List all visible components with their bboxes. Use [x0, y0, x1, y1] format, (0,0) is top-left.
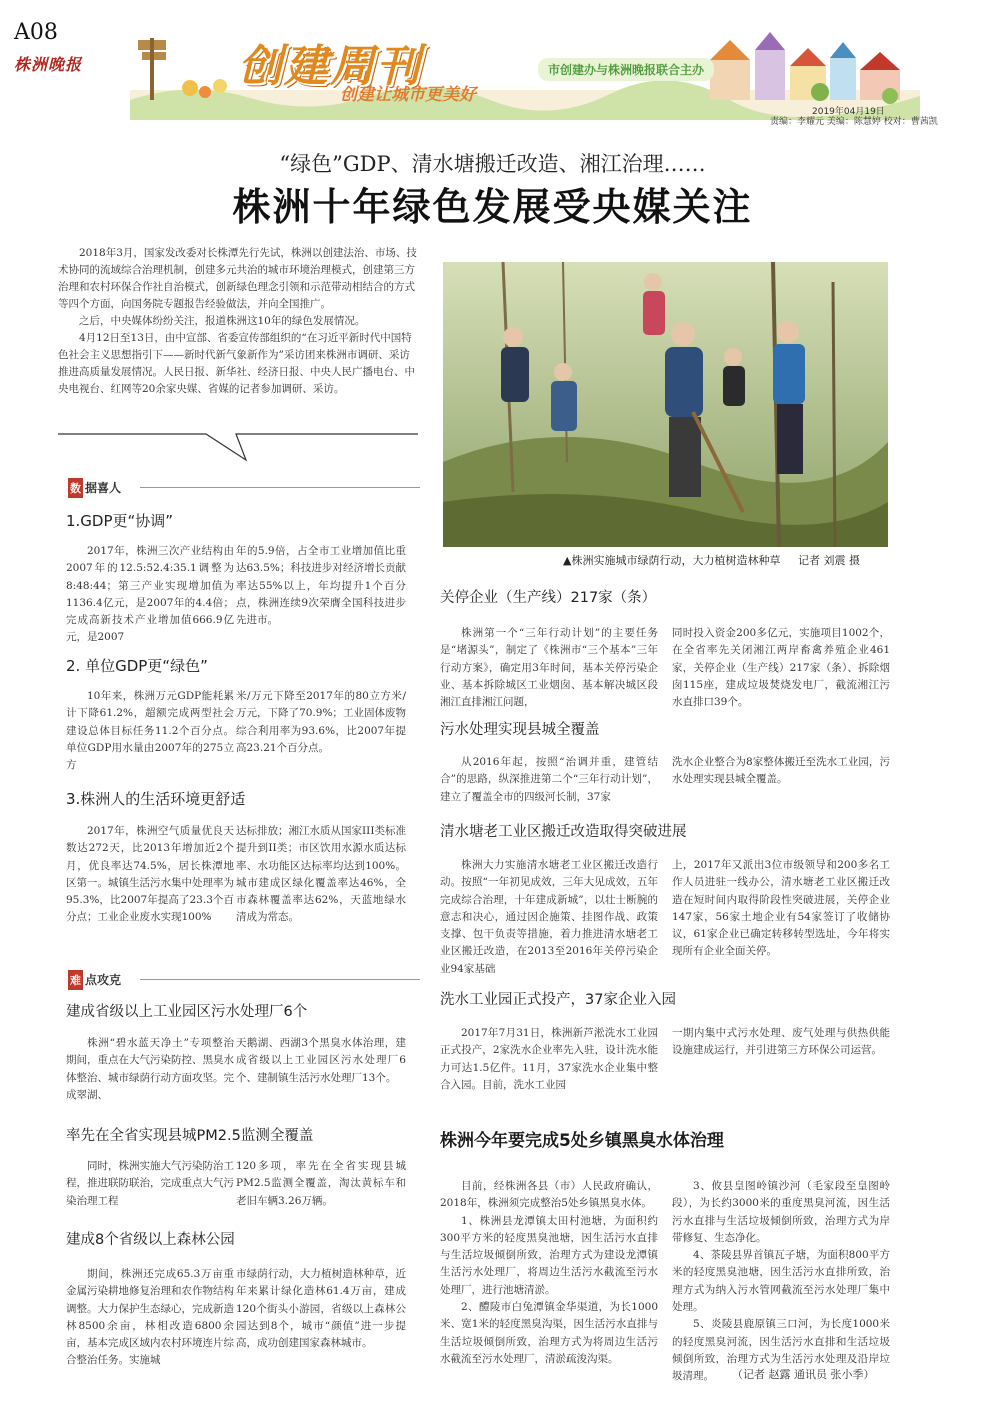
sewage-plants-heading: 建成省级以上工业园区污水处理厂6个	[66, 1004, 308, 1020]
black-water-paragraph: 3、攸县皇图岭镇沙河（毛家段至皇图岭段），为长约3000米的重度黑臭河流，因生活污水直排与生活垃圾倾倒所致，治理方式为岸带修复、生态净化。	[672, 1180, 890, 1244]
forest-parks-col2: 市绿荫行动，大力植树造林种草，近年来累计绿化造林61.4万亩，建成120个街头小游园，省级以上森林公园达到8个，城市“颜值”进一步提高，成功创建国家森林城市。	[236, 1268, 406, 1350]
forest-parks-heading: 建成8个省级以上森林公园	[66, 1232, 235, 1248]
qingshuitang-heading: 清水塘老工业区搬迁改造取得突破进展	[440, 824, 687, 840]
issue-date: 2019年04月19日	[812, 107, 885, 117]
county-sewage-heading: 污水处理实现县城全覆盖	[440, 722, 600, 738]
wash-park-col1: 2017年7月31日，株洲新芦淞洗水工业园正式投产，2家洗水企业率先入驻，设计洗水能力可达1.5亿件。11月，37家洗水企业集中整合入园。目前，洗水工业园	[440, 1027, 658, 1091]
banner-subtitle: 创建让城市更美好	[340, 85, 476, 105]
pm25-col1: 同时，株洲实施大气污染防治工程，推进联防联治，完成重点大气污染治理工程	[66, 1160, 234, 1207]
photo-credit: 记者 刘震 摄	[797, 554, 860, 567]
county-sewage-col2: 洗水企业整合为8家整体搬迁至洗水工业园，污水处理实现县城全覆盖。	[672, 756, 890, 786]
editors-line: 责编：李耀元 美编：陈慧婷 校对：曹茜凯	[770, 117, 938, 127]
newspaper-logo: 株洲晚报	[14, 55, 83, 74]
section-tag-text: 点攻克	[85, 973, 122, 987]
qingshuitang-col2: 上，2017年又派出3位市级领导和200多名工作人员进驻一线办公，清水塘老工业区搬迁改造在短时间内取得阶段性突破进展，关停企业147家，56家土地企业有54家签订了收储协议，61家企业已确定转移转型选址，今年将实现所有企业全面关停。	[672, 859, 890, 958]
section-divider	[140, 979, 420, 980]
reporter-byline: （记者 赵露 通讯员 张小季）	[732, 1368, 875, 1381]
living-env-col1: 2017年，株洲空气质量优良天数达272天，比2013年增加近2个月，优良率达74.5%，居长株潭地区第一。城镇生活污水集中处理率为95.3%，比2007年提高了23.3个百分点；工业企业废水实现100%	[66, 825, 234, 924]
green-gdp-col1: 10年来，株洲万元GDP能耗累计下降61.2%，超额完成两型社会建设总体目标任务11.2个百分点。单位GDP用水量由2007年的275立方	[66, 690, 234, 772]
banner-title: 创建周刊	[238, 41, 422, 92]
sewage-plants-col2: 天鹅湖、西湖3个黑臭水体治理，建成省级以上工业园区污水处理厂6个、建制镇生活污水处理厂13个。	[236, 1037, 406, 1084]
lead-paragraph: 2018年3月，国家发改委对长株潭先行先试，株洲以创建法治、市场、技术协同的流域综合治理机制，创建多元共治的城市环境治理模式，创建第三方治理和农村环保合作社自治模式，创新绿色理念引领和示范带动相结合的方式等四个方面，向国务院专题报告经验做法，并向全国推广。	[58, 247, 417, 310]
caption-text: ▲株洲实施城市绿荫行动，大力植树造林种草	[563, 554, 781, 567]
black-water-col1	[440, 1178, 658, 1368]
page-number: A08	[14, 20, 58, 45]
pm25-heading: 率先在全省实现县城PM2.5监测全覆盖	[66, 1128, 314, 1144]
wash-park-heading: 洗水工业园正式投产，37家企业入园	[440, 992, 676, 1008]
black-water-heading: 株洲今年要完成5处乡镇黑臭水体治理	[440, 1131, 724, 1151]
county-sewage-col1: 从2016年起，按照“治调并重，建管结合”的思路，纵深推进第二个“三年行动计划”，建立了覆盖全市的四级河长制，37家	[440, 756, 658, 803]
black-water-col2	[672, 1178, 890, 1386]
living-env-col2: 达标排放；湘江水质从国家III类标准提升到II类；市区饮用水源水质达标率、水功能区达标率均达到100%。城市建成区绿化覆盖率达46%，全市森林覆盖率达62%，天蓝地绿水清成为常态。	[236, 825, 406, 924]
closed-enterprises-heading: 关停企业（生产线）217家（条）	[440, 590, 657, 606]
gdp-heading: 1.GDP更“协调”	[66, 512, 174, 530]
section-tag-char: 难	[68, 970, 83, 990]
headline-title: 株洲十年绿色发展受央媒关注	[232, 185, 753, 229]
gdp-col2: 年的5.9倍，占全市工业增加值比重达63.5%；科技进步对经济增长贡献率达55%以上，年均提升1个百分点，株洲连续9次荣膺全国科技进步先进市。	[236, 545, 406, 627]
forest-parks-col1: 期间，株洲还完成65.3万亩重金属污染耕地修复治理和农作物结构调整。大力保护生态绿心，完成新造林8500余亩，林相改造6800余亩，基本完成区域内农村环境连片综合整治任务。实施城	[66, 1268, 234, 1367]
closed-enterprises-col2: 同时投入资金200多亿元，实施项目1002个，在全省率先关闭湘江两岸畜禽养殖企业461家，关停企业（生产线）217家（条）、拆除烟囱115座，建成垃圾焚烧发电厂，截流湘江污水直排口39个。	[672, 627, 890, 709]
green-gdp-heading: 2. 单位GDP更“绿色”	[66, 657, 208, 675]
wash-park-col2: 一期内集中式污水处理、废气处理与供热供能设施建成运行，并引进第三方环保公司运营。	[672, 1027, 890, 1057]
green-gdp-col2: 米/万元下降至2017年的80立方米/万元，下降了70.9%；工业固体废物综合利用率为93.6%，比2007年提高23.21个百分点。	[236, 690, 406, 754]
closed-enterprises-col1: 株洲第一个“三年行动计划”的主要任务是“堵源头”，制定了《株洲市“三个基本”三年行动方案》，确定用3年时间，基本关停污染企业、基本拆除城区工业烟囱、基本解决城区段湘江直排湘江问题，	[440, 627, 658, 709]
lead-callout-border	[56, 424, 421, 464]
qingshuitang-col1: 株洲大力实施清水塘老工业区搬迁改造行动。按照“一年初见成效，三年大见成效，五年完成综合治理，十年建成新城”，以壮士断腕的意志和决心，通过因企施策、挂图作战、政策支撑、包干负责等措施，着力推进清水塘老工业区搬迁改造，在2013至2016年关停污染企业94家基础	[440, 859, 658, 975]
black-water-paragraph: 4、茶陵县界首镇瓦子塘，为面积800平方米的轻度黑臭池塘，因生活污水直排所致，治理方式为纳入污水管网截流至污水处理厂集中处理。	[672, 1249, 890, 1314]
tree-planting-photo	[443, 262, 888, 547]
lead-paragraph: 之后，中央媒体纷纷关注，报道株洲这10年的绿色发展情况。	[79, 315, 366, 327]
black-water-paragraph: 目前，经株洲各县（市）人民政府确认，2018年，株洲须完成整治5处乡镇黑臭水体。	[440, 1180, 658, 1210]
black-water-paragraph: 1、株洲县龙潭镇太田村池塘，为面积约300平方米的轻度黑臭池塘，因生活污水直排与生活垃圾倾倒所致，治理方式为建设龙潭镇生活污水处理厂，将周边生活污水截流至污水处理厂，进行池塘清淤。	[440, 1214, 658, 1296]
pm25-col2: 120多项，率先在全省实现县城PM2.5监测全覆盖，淘汰黄标车和老旧车辆3.26万辆。	[236, 1160, 406, 1207]
banner-joint-host: 市创建办与株洲晚报联合主办	[538, 58, 714, 81]
black-water-paragraph: 2、醴陵市白兔潭镇金华渠道，为长1000米、宽1米的轻度黑臭沟渠，因生活污水直排与生活垃圾倾倒所致，治理方式为将周边生活污水截流至污水处理厂，清淤疏浚沟渠。	[440, 1301, 658, 1365]
lead-paragraph: 4月12日至13日，由中宣部、省委宣传部组织的“在习近平新时代中国特色社会主义思想指引下——新时代新气象新作为”采访团来株洲市调研、采访推进高质量发展情况。人民日报、新华社、经济日报、中央人民广播电台、中央电视台、红网等20余家央媒、省媒的记者参加调研、采访。	[58, 332, 415, 395]
lead-text	[58, 245, 418, 398]
living-env-heading: 3.株洲人的生活环境更舒适	[66, 790, 246, 808]
section-divider	[140, 487, 420, 488]
sewage-plants-col1: 株洲“碧水蓝天净土”专项整治期间，重点在大气污染防控、黑臭水体整治、城市绿荫行动方面攻坚。完成翠湖、	[66, 1037, 234, 1101]
section-tag-char: 数	[68, 478, 83, 498]
photo-caption	[563, 552, 860, 568]
section-tag-data	[68, 478, 121, 498]
headline-kicker: “绿色”GDP、清水塘搬迁改造、湘江治理……	[279, 152, 706, 176]
section-tag-text: 据喜人	[85, 481, 122, 495]
black-water-paragraph: 5、炎陵县鹿原镇三口河，为长度1000米的轻度黑臭河流，因生活污水直排和生活垃圾倾倒所致，治理方式为生活污水处理及沿岸垃圾清理。	[672, 1318, 890, 1383]
gdp-col1: 2017年，株洲三次产业结构由2007年的12.5:52.4:35.1调整为8:48:44；第三产业实现增加值为1136.4亿元，是2007年的4.4倍；完成高新技术产业增加值666.9亿元，是2007	[66, 545, 234, 644]
section-tag-focus	[68, 970, 121, 990]
